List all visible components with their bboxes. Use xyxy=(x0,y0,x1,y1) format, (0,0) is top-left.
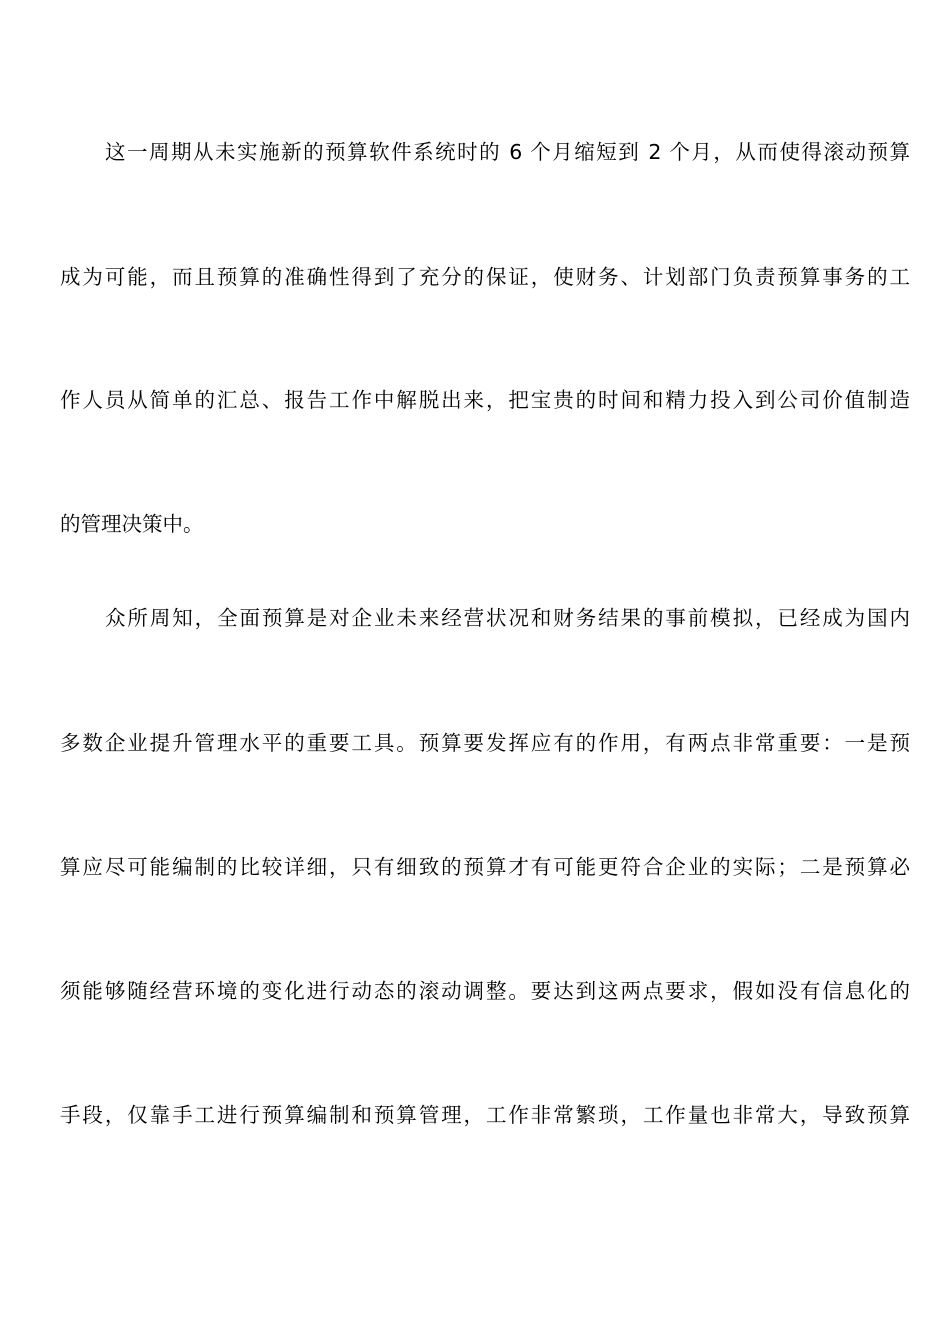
paragraph-2-line-2: 多数企业提升管理水平的重要工具。预算要发挥应有的作用，有两点非常重要：一是预 xyxy=(60,731,910,755)
paragraph-1-line-4: 的管理决策中。 xyxy=(60,512,204,536)
paragraph-1-line-1: 这一周期从未实施新的预算软件系统时的 6 个月缩短到 2 个月，从而使得滚动预算 xyxy=(105,140,910,164)
paragraph-1-line-3: 作人员从简单的汇总、报告工作中解脱出来，把宝贵的时间和精力投入到公司价值制造 xyxy=(60,388,910,412)
paragraph-2-line-1: 众所周知，全面预算是对企业未来经营状况和财务结果的事前模拟，已经成为国内 xyxy=(105,606,910,630)
paragraph-1-line-2: 成为可能，而且预算的准确性得到了充分的保证，使财务、计划部门负责预算事务的工 xyxy=(60,265,910,289)
paragraph-2-line-3: 算应尽可能编制的比较详细，只有细致的预算才有可能更符合企业的实际；二是预算必 xyxy=(60,855,910,879)
paragraph-2-line-4: 须能够随经营环境的变化进行动态的滚动调整。要达到这两点要求，假如没有信息化的 xyxy=(60,979,910,1003)
paragraph-2-line-5: 手段，仅靠手工进行预算编制和预算管理，工作非常繁琐，工作量也非常大，导致预算 xyxy=(60,1103,910,1127)
